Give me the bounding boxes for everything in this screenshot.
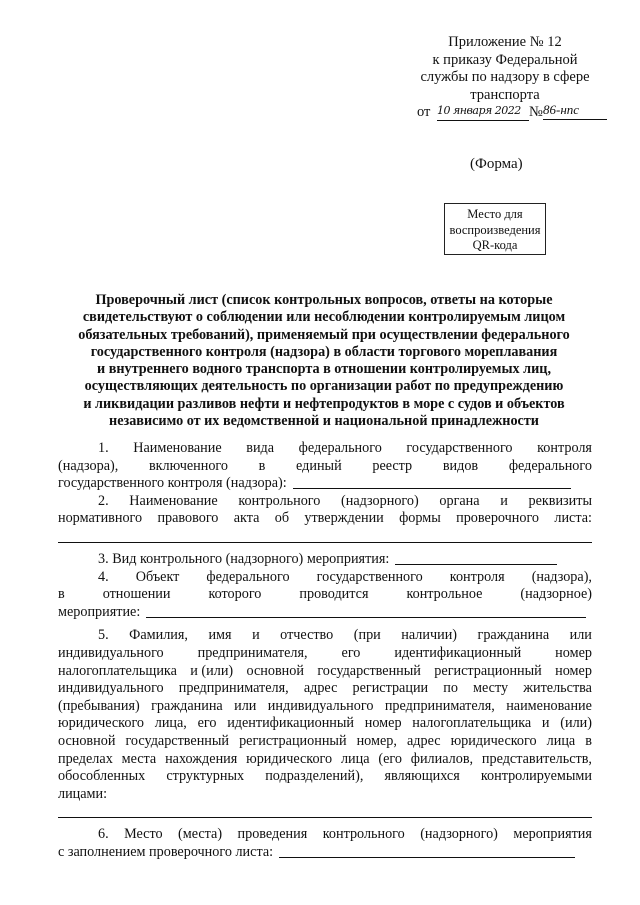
line-word: по <box>443 680 458 697</box>
line-word: являющихся <box>384 768 460 785</box>
item-5-line <box>58 733 592 751</box>
line-word: нормативного <box>58 510 143 527</box>
line-word: Наименование <box>129 492 218 509</box>
appendix-agency: службы по надзору в сфере <box>420 69 590 85</box>
item-2-line <box>58 493 592 511</box>
item-3-label: 3. Вид контрольного (надзорного) мероприятия: <box>98 550 390 567</box>
item-4-line <box>58 586 592 604</box>
line-word: утверждении <box>304 510 384 527</box>
item-5-line <box>58 627 592 645</box>
line-word: (пребывания) <box>58 697 140 714</box>
line-word: наименование <box>506 697 592 714</box>
item-2-line <box>58 510 592 528</box>
line-word: (его <box>378 750 402 767</box>
line-word: лица <box>340 750 370 767</box>
line-word: обособленных <box>58 768 146 785</box>
item-6-line <box>58 844 592 862</box>
order-number-label: № <box>529 104 543 120</box>
appendix-agency-cont: транспорта <box>470 86 540 103</box>
line-word: (надзорного) <box>420 826 498 843</box>
line-word: жительства <box>523 680 592 697</box>
appendix-order-ref: к приказу Федеральной <box>432 51 578 68</box>
line-word: подразделений), <box>265 768 364 785</box>
item-5-line <box>58 768 592 786</box>
title-line: обязательных требований), применяемый при осуществлении федерального <box>78 326 570 343</box>
line-word: регистрационный <box>239 732 347 749</box>
line-word: места <box>121 750 157 767</box>
line-word: и (или) <box>190 662 234 679</box>
line-word: филиалов, <box>410 750 474 767</box>
line-word: предпринимателя, <box>178 680 289 697</box>
line-word: номер <box>555 662 592 679</box>
line-word: регистрационный <box>434 662 542 679</box>
line-word: об <box>274 510 290 527</box>
line-word: (надзорное) <box>520 586 592 603</box>
line-word: основной <box>58 732 116 749</box>
line-word: его <box>341 644 361 661</box>
line-word: (места) <box>178 826 223 843</box>
item-5-line <box>58 698 592 716</box>
line-word: реестр <box>372 457 413 474</box>
line-word: формы <box>399 510 441 527</box>
item-1-line <box>58 475 592 493</box>
item-5-line <box>58 715 592 733</box>
line-word: включенного <box>148 457 228 474</box>
item-4-line <box>58 569 592 587</box>
line-word: единый <box>296 457 342 474</box>
line-word: или <box>234 697 257 714</box>
line-word: предпринимателя, <box>384 697 495 714</box>
qr-box-line: QR-кода <box>472 238 518 252</box>
line-word: контрольное <box>406 586 483 603</box>
line-word: реквизиты <box>528 492 592 509</box>
item-6-label: с заполнением проверочного листа: <box>58 843 274 860</box>
line-word: имя <box>208 627 232 644</box>
line-word: адрес <box>406 732 441 749</box>
line-word: лица, <box>154 715 187 732</box>
order-date: 10 января 2022 <box>437 102 529 121</box>
line-word: государственного <box>406 440 513 456</box>
line-word: государственного <box>316 568 423 585</box>
item-1-line <box>58 440 592 458</box>
line-word: индивидуального <box>58 680 164 697</box>
form-label: (Форма) <box>470 156 523 172</box>
appendix-header <box>405 34 605 124</box>
line-word: контроля <box>537 440 592 456</box>
line-word: (надзорного) <box>341 492 419 509</box>
item-5-label: лицами: <box>58 785 108 802</box>
line-word: пределах <box>58 750 113 767</box>
title-line: государственного контроля (надзора) в области торгового мореплавания <box>90 343 558 360</box>
line-word: государственный <box>317 662 421 679</box>
item-5-fill-line <box>58 803 592 818</box>
line-word: налогоплательщика <box>412 715 532 732</box>
item-6-fill-line <box>279 844 575 858</box>
line-word: налогоплательщика <box>58 662 177 679</box>
line-word: структурных <box>166 768 245 785</box>
line-word: листа: <box>554 510 592 527</box>
item-5-line <box>58 645 592 663</box>
line-word: предпринимателя, <box>197 644 308 661</box>
document-body <box>58 440 592 861</box>
appendix-title: Приложение № 12 <box>448 34 562 50</box>
line-word: контролируемыми <box>480 768 592 785</box>
line-word: гражданина <box>151 697 223 714</box>
line-word: индивидуального <box>267 697 374 714</box>
line-word: видов <box>442 457 479 474</box>
line-word: 1. <box>98 440 109 456</box>
item-2-fill-line <box>58 528 592 543</box>
item-6-line <box>58 826 592 844</box>
item-5-line <box>58 680 592 698</box>
line-word: Наименование <box>133 440 222 456</box>
line-word: номер <box>555 644 592 661</box>
line-word: представительств, <box>481 750 592 767</box>
item-4-label: мероприятие: <box>58 603 141 620</box>
line-word: 2. <box>98 492 109 509</box>
line-word: (надзора), <box>58 457 119 474</box>
qr-box-line: Место для <box>467 207 523 221</box>
item-1-fill-line <box>293 475 571 489</box>
line-word: отчество <box>280 627 334 644</box>
document-title <box>62 292 586 430</box>
line-word: лица <box>546 732 576 749</box>
line-word: органа <box>439 492 480 509</box>
line-word: федерального <box>298 440 382 456</box>
qr-box-line: воспроизведения <box>449 222 541 237</box>
line-word: проводится <box>299 586 369 603</box>
title-line: независимо от их ведомственной и национальной принадлежности <box>109 413 539 430</box>
line-word: контрольного <box>238 492 321 509</box>
line-word: контрольного <box>322 826 405 843</box>
line-word: проведения <box>237 826 308 843</box>
line-word: Фамилия, <box>129 627 188 644</box>
line-word: основной <box>246 662 304 679</box>
line-word: отношении <box>102 586 171 603</box>
title-line: и ликвидации разливов нефти и нефтепродуктов в море с судов и объектов <box>83 395 565 412</box>
line-word: которого <box>208 586 262 603</box>
line-word: или <box>569 627 592 644</box>
item-4-fill-line <box>146 604 586 618</box>
line-word: в <box>58 586 65 603</box>
item-1-label: государственного контроля (надзора): <box>58 475 287 492</box>
title-line: свидетельствуют о соблюдении или несоблюдении контролируемым лицом <box>82 309 566 326</box>
line-word: (при <box>353 627 381 644</box>
line-word: гражданина <box>477 627 550 644</box>
line-word: регистрации <box>352 680 429 697</box>
line-word: в <box>258 457 266 474</box>
line-word: юридического <box>450 732 537 749</box>
line-word: номер, <box>356 732 397 749</box>
line-word: наличии) <box>401 627 458 644</box>
line-word: государственный <box>125 732 230 749</box>
line-word: вида <box>246 440 275 456</box>
line-word: его <box>197 715 217 732</box>
line-word: (надзора), <box>531 568 592 585</box>
line-word: проверочного <box>456 510 540 527</box>
line-word: месту <box>473 680 509 697</box>
item-5-line <box>58 663 592 681</box>
line-word: мероприятия <box>513 826 592 843</box>
line-word: 4. <box>98 568 109 585</box>
line-word: акта <box>233 510 260 527</box>
line-word: федерального <box>206 568 290 585</box>
title-line: Проверочный лист (список контрольных вопросов, ответы на которые <box>95 292 553 308</box>
line-word: контроля <box>449 568 505 585</box>
line-word: юридического <box>246 750 333 767</box>
line-word: и <box>541 715 550 732</box>
order-number: 86-нпс <box>543 101 607 120</box>
qr-code-placeholder <box>444 203 546 255</box>
item-5-line <box>58 786 592 804</box>
line-word: индивидуального <box>58 644 164 661</box>
line-word: правового <box>157 510 219 527</box>
line-word: 6. <box>98 826 109 843</box>
line-word: 5. <box>98 627 109 644</box>
line-word: номер <box>364 715 402 732</box>
order-prefix: от <box>417 104 431 120</box>
title-line: и внутреннего водного транспорта в отношении контролируемых лиц, <box>96 361 552 378</box>
line-word: (или) <box>560 715 592 732</box>
line-word: адрес <box>303 680 338 697</box>
line-word: федерального <box>508 457 592 474</box>
item-3-fill-line <box>395 551 557 565</box>
line-word: и <box>252 627 260 644</box>
order-date-number-line <box>417 104 605 124</box>
item-5-line <box>58 751 592 769</box>
title-line: осуществляющих деятельность по организации работ по предупреждению <box>84 378 564 395</box>
line-word: Место <box>124 826 163 843</box>
line-word: нахождения <box>165 750 238 767</box>
item-1-line <box>58 458 592 476</box>
line-word: Объект <box>135 568 180 585</box>
line-word: и <box>500 492 508 509</box>
item-4-line <box>58 604 592 622</box>
line-word: идентификационный <box>394 644 522 661</box>
line-word: идентификационный <box>227 715 355 732</box>
item-3-line <box>58 551 592 569</box>
line-word: в <box>585 732 592 749</box>
line-word: юридического <box>58 715 145 732</box>
